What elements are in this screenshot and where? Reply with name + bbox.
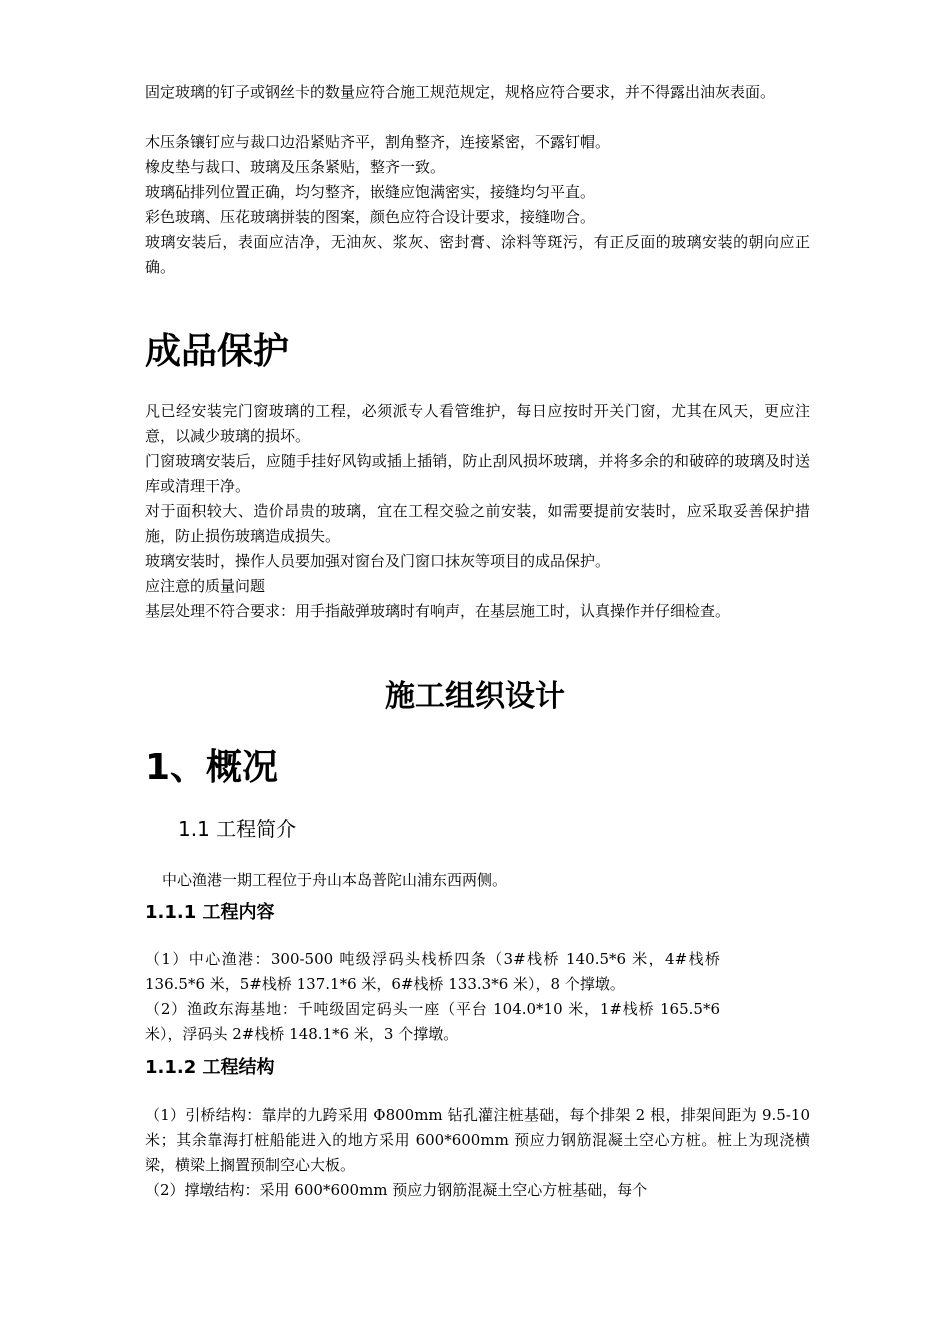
paragraph-rubber-pad: 橡皮垫与裁口、玻璃及压条紧贴，整齐一致。 [145, 158, 446, 176]
paragraph-project-location: 中心渔港一期工程位于舟山本岛普陀山浦东西两侧。 [162, 871, 508, 889]
heading-project-structure: 1.1.2 工程结构 [145, 1057, 275, 1078]
paragraph-colored-glass: 彩色玻璃、压花玻璃拼装的图案，颜色应符合设计要求，接缝吻合。 [145, 208, 596, 226]
heading-project-content: 1.1.1 工程内容 [145, 902, 275, 923]
paragraph-quality-issues: 应注意的质量问题 [145, 577, 266, 595]
paragraph-glass-brick: 玻璃砧排列位置正确，均匀整齐，嵌缝应饱满密实，接缝均匀平直。 [145, 183, 596, 201]
paragraph-wood-strip: 木压条镶钉应与裁口边沿紧贴齐平，割角整齐，连接紧密，不露钉帽。 [145, 133, 611, 151]
paragraph-window-hook: 门窗玻璃安装后，应随手挂好风钩或插上插销，防止刮风损坏玻璃，并将多余的和破碎的玻璃及时送库或清理干净。 [145, 452, 810, 495]
paragraph-glass-clean: 玻璃安装后，表面应洁净，无油灰、浆灰、密封膏、涂料等斑污，有正反面的玻璃安装的朝向应正确。 [145, 233, 810, 276]
paragraph-fishing-port: （1）中心渔港：300-500 吨级浮码头栈桥四条（3#栈桥 140.5*6 米，4#栈桥 136.5*6 米，5#栈桥 137.1*6 米，6#栈桥 133.3*6 米），8 个撑墩。 [145, 950, 720, 993]
paragraph-pier-structure: （2）撑墩结构：采用 600*600mm 预应力钢筋混凝土空心方桩基础，每个 [145, 1181, 648, 1199]
paragraph-large-glass: 对于面积较大、造价昂贵的玻璃，宜在工程交验之前安装，如需要提前安装时，应采取妥善保护措施，防止损伤玻璃造成损失。 [145, 502, 810, 545]
paragraph-operator: 玻璃安装时，操作人员要加强对窗台及门窗口抹灰等项目的成品保护。 [145, 552, 611, 570]
paragraph-glass-fixing: 固定玻璃的钉子或钢丝卡的数量应符合施工规范规定，规格应符合要求，并不得露出油灰表面。 [145, 83, 776, 101]
paragraph-bridge-structure: （1）引桥结构：靠岸的九跨采用 Φ800mm 钻孔灌注桩基础，每个排架 2 根，排架间距为 9.5-10 米；其余靠海打桩船能进入的地方采用 600*600mm 预应力钢筋混凝土空心方桩。桩上为现浇横梁，横梁上搁置预制空心大板。 [145, 1106, 810, 1174]
title-construction-design: 施工组织设计 [385, 679, 565, 714]
paragraph-base-treatment: 基层处理不符合要求：用手指敲弹玻璃时有响声，在基层施工时，认真操作并仔细检查。 [145, 602, 731, 620]
paragraph-fishery-base: （2）渔政东海基地：千吨级固定码头一座（平台 104.0*10 米，1#栈桥 165.5*6 米），浮码头 2#栈桥 148.1*6 米，3 个撑墩。 [145, 1000, 720, 1043]
heading-overview: 1、概况 [145, 747, 279, 788]
heading-product-protection: 成品保护 [145, 331, 290, 372]
paragraph-guard: 凡已经安装完门窗玻璃的工程，必须派专人看管维护，每日应按时开关门窗，尤其在风天，更应注意，以减少玻璃的损坏。 [145, 402, 810, 445]
heading-project-intro: 1.1 工程简介 [178, 817, 297, 841]
